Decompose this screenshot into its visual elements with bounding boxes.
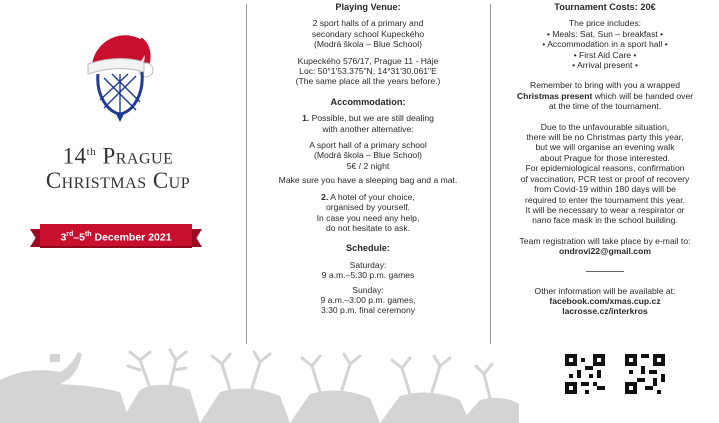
venue-column: Playing Venue: 2 sport halls of a primary and secondary school Kupeckého (Modrá škola – Blue School) Kupeckého 576/17, Prague 11 - Háje Loc: 50°1'53.375"N, 14°31'30.061"E (The same place all the years before.) Accommodation: 1. Possible, but we are still dealing with another alternative: A sport hall of a primary school (Modrá škola – Blue School) 5€ / 2 night Make sure you have a sleeping bag and a mat. 2. A hotel of your choice, organised by yourself. In case you need any help, do not hesitate to ask. Schedule: Saturday: 9 a.m.–5:30 p.m. games Sunday: 9 a.m.–3:00 p.m. games, 3:30 p.m. final ceremony [250, 2, 486, 316]
included-item: • Accommodation in a sport hall • [542, 39, 668, 50]
contact-email[interactable]: ondrovi22@gmail.com [559, 246, 651, 257]
date-banner: 3rd–5th December 2021 [40, 224, 192, 246]
qr-code-icon[interactable] [565, 354, 605, 394]
included-item: • Meals: Sat, Sun – breakfast • [546, 28, 664, 39]
event-title: 14th Prague Christmas Cup [45, 143, 191, 193]
costs-heading: Tournament Costs: 20€ [554, 2, 656, 12]
column-divider [246, 4, 247, 344]
venue-line: secondary school Kupeckého [311, 28, 425, 39]
qr-code-icon[interactable] [625, 354, 665, 394]
costs-column: Tournament Costs: 20€ The price includes: • Meals: Sat, Sun – breakfast • • Accommodation in a sport hall • • First Aid Care • • Arrival present • Remember to bring with you a wrapped Christmas present which will be handed over at the time of the tournament. Due to the unfavourable situation, there will be no Christmas party this year, but we will organise an evening walk about Prague for those interested. For epidemiological reasons, confirmation of vaccination, PCR test or proof of recovery from Covid-19 within 180 days will be required to enter the tournament this year. It will be necessary to wear a respirator or nano face mask in the school building. Team registration will take place by e-mail to: ondrovi22@gmail.com Other information will be available at: facebook.com/xmas.cup.cz lacrosse.cz/interkros [494, 2, 716, 317]
venue-line: (Modrá škola – Blue School) [314, 39, 422, 50]
facebook-link[interactable]: facebook.com/xmas.cup.cz [549, 295, 661, 306]
venue-line: Loc: 50°1'53.375"N, 14°31'30.061"E [299, 66, 437, 77]
option-number: 1. [302, 113, 310, 124]
reindeer-silhouette-icon [0, 340, 519, 423]
option-number: 2. [321, 191, 329, 202]
website-link[interactable]: lacrosse.cz/interkros [562, 306, 648, 317]
accommodation-heading: Accommodation: [330, 96, 406, 107]
santa-hat-lacrosse-logo-icon [82, 26, 158, 122]
column-divider [490, 4, 491, 344]
venue-heading: Playing Venue: [335, 2, 401, 12]
included-item: • Arrival present • [572, 60, 638, 71]
accommodation-note: Make sure you have a sleeping bag and a mat. [278, 175, 458, 186]
venue-line: (The same place all the years before.) [295, 76, 441, 87]
schedule-heading: Schedule: [346, 243, 390, 254]
venue-line: Kupeckého 576/17, Prague 11 - Háje [297, 55, 439, 66]
venue-line: 2 sport halls of a primary and [312, 18, 424, 29]
included-item: • First Aid Care • [573, 49, 637, 60]
